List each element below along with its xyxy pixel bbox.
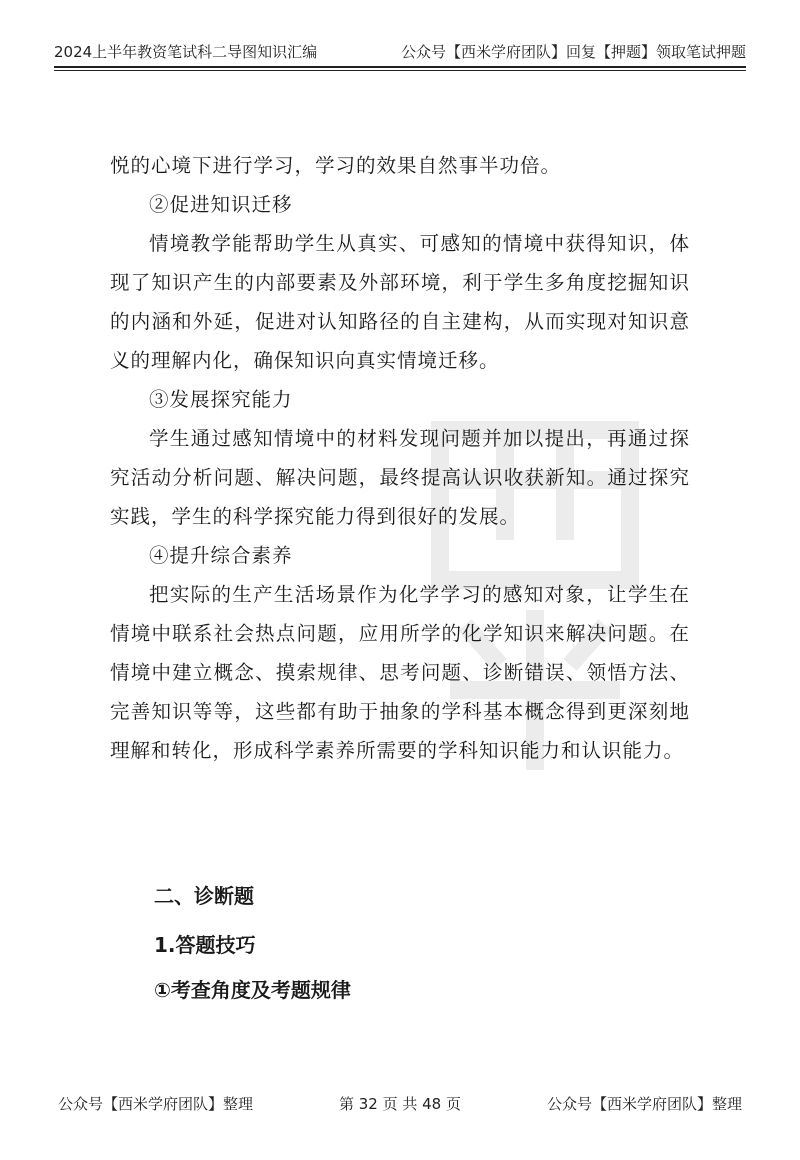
footer-left-text: 公众号【西米学府团队】整理 bbox=[58, 1095, 254, 1113]
section-heading-exam-angles: ①考查角度及考题规律 bbox=[154, 978, 351, 1002]
paragraph-continuation: 悦的心境下进行学习，学习的效果自然事半功倍。 bbox=[110, 154, 562, 177]
page-footer bbox=[58, 1093, 742, 1114]
page-number: 第 32 页 共 48 页 bbox=[338, 1095, 461, 1113]
subheading-comprehensive-literacy: ④提升综合素养 bbox=[149, 544, 293, 567]
body-content bbox=[110, 146, 690, 770]
header-left-text: 2024上半年教资笔试科二导图知识汇编 bbox=[54, 42, 318, 61]
section-heading-answer-tips: 1.答题技巧 bbox=[154, 933, 256, 957]
paragraph-inquiry-ability: 学生通过感知情境中的材料发现问题并加以提出，再通过探究活动分析问题、解决问题，最终提高认识收获新知。通过探究实践，学生的科学探究能力得到很好的发展。 bbox=[110, 427, 690, 528]
header-rule-thin bbox=[54, 70, 746, 71]
paragraph-comprehensive-literacy: 把实际的生产生活场景作为化学学习的感知对象，让学生在情境中联系社会热点问题，应用所学的化学知识来解决问题。在情境中建立概念、摸索规律、思考问题、诊断错误、领悟方法、完善知识等等，这些都有助于抽象的学科基本概念得到更深刻地理解和转化，形成科学素养所需要的学科知识能力和认识能力。 bbox=[110, 583, 690, 762]
subheading-knowledge-transfer: ②促进知识迁移 bbox=[149, 193, 293, 216]
footer-right-text: 公众号【西米学府团队】整理 bbox=[546, 1095, 742, 1113]
header-right-text: 公众号【西米学府团队】回复【押题】领取笔试押题 bbox=[400, 42, 746, 61]
subheading-inquiry-ability: ③发展探究能力 bbox=[149, 388, 293, 411]
page-header bbox=[54, 38, 746, 64]
section-heading-diagnosis: 二、诊断题 bbox=[154, 884, 254, 908]
header-rule-thick bbox=[54, 66, 746, 68]
paragraph-knowledge-transfer: 情境教学能帮助学生从真实、可感知的情境中获得知识，体现了知识产生的内部要素及外部环境，利于学生多角度挖掘知识的内涵和外延，促进对认知路径的自主建构，从而实现对知识意义的理解内化，确保知识向真实情境迁移。 bbox=[110, 232, 690, 372]
